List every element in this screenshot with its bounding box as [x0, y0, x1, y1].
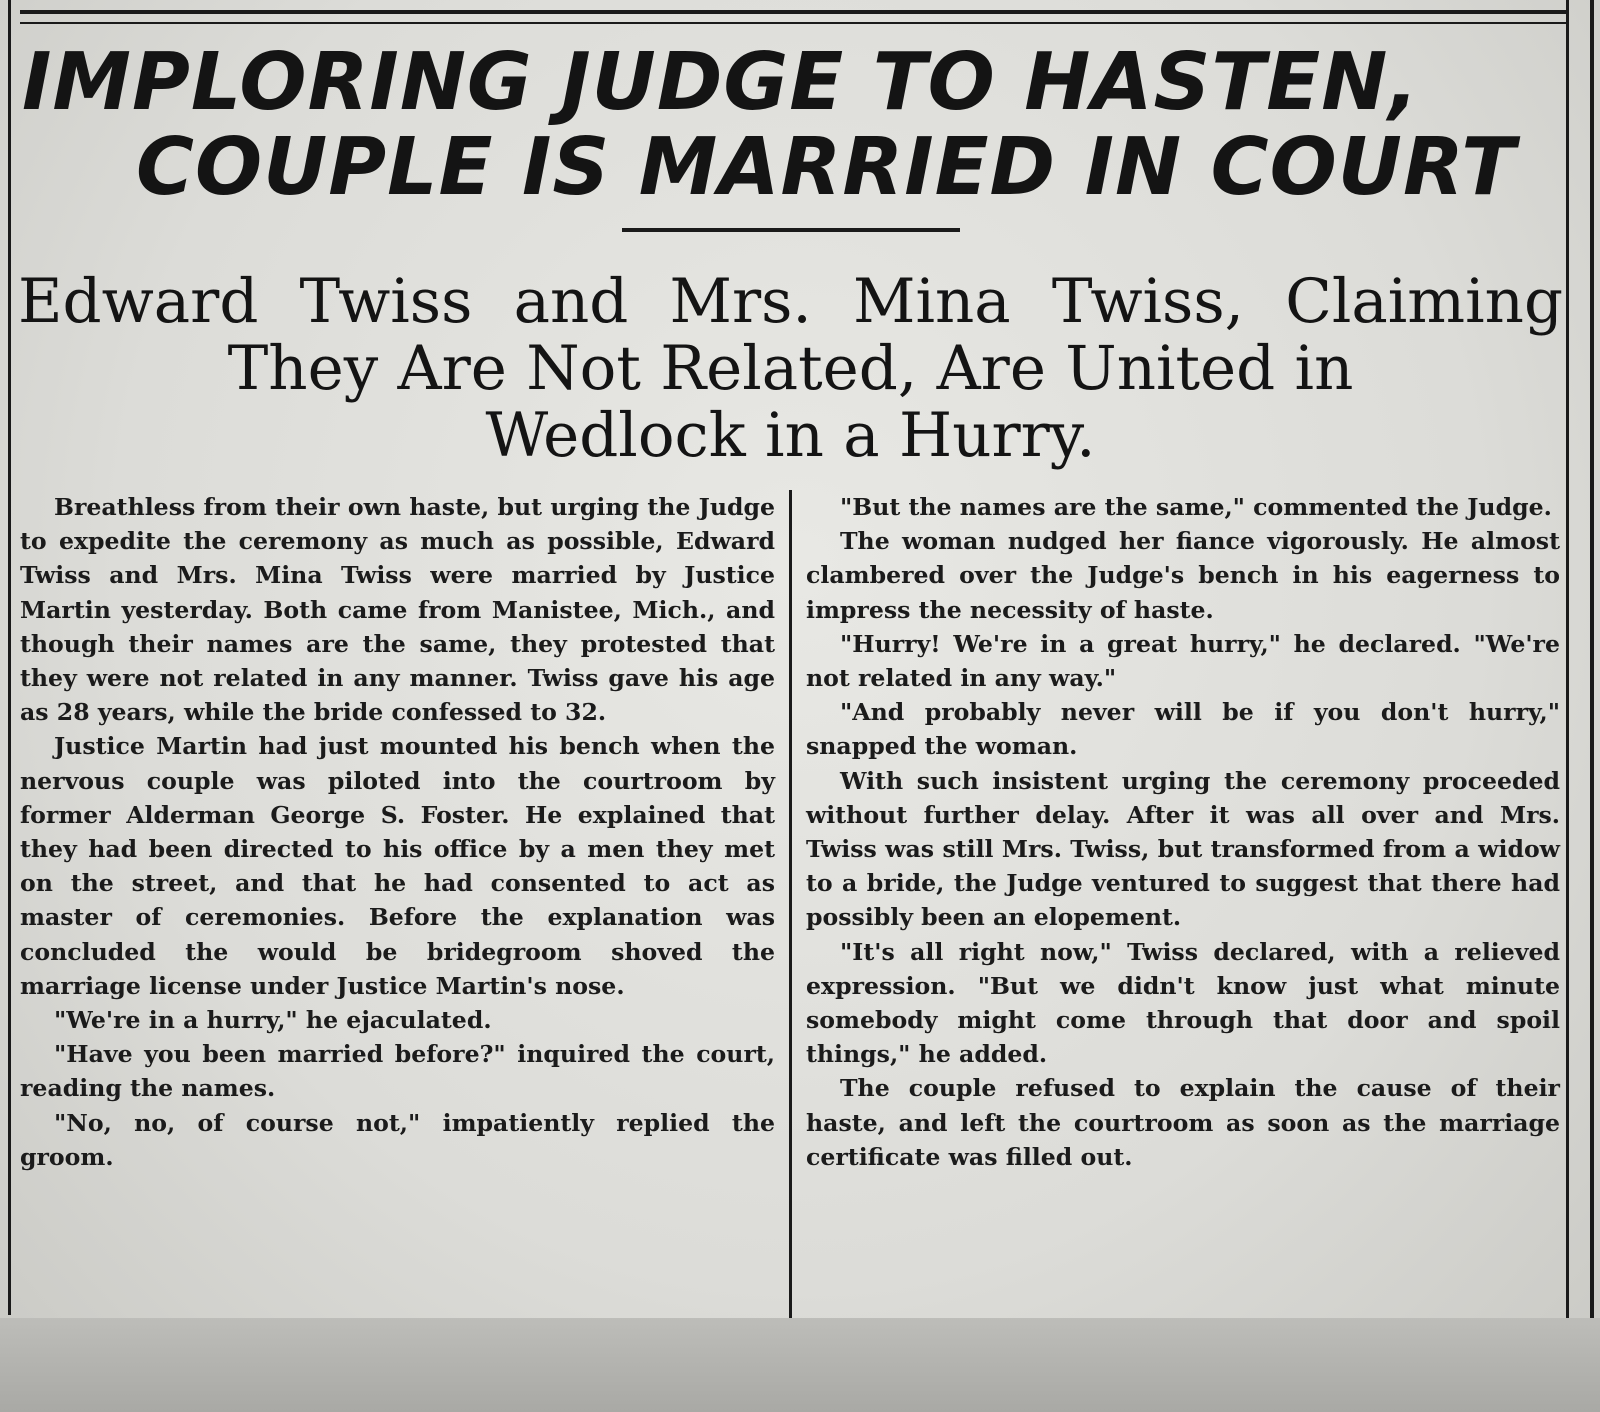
adjacent-column-border [1590, 0, 1594, 1320]
paragraph: Justice Martin had just mounted his bench when the nervous couple was piloted into the courtroom by former Alderman George S. Foster. He explained that they had been directed to his office by a men they met on the street, and that he had consented to act as master of ceremonies. Before the explanation was concluded the would be bridegroom shoved the marriage license under Justice Martin's nose. [20, 732, 775, 1000]
paragraph: The woman nudged her fiance vigorously. He almost clambered over the Judge's bench in his eagerness to impress the necessity of haste. [806, 527, 1560, 624]
paragraph: With such insistent urging the ceremony proceeded without further delay. After it was all over and Mrs. Twiss was still Mrs. Twiss, but transformed from a widow to a bride, the Judge ventured to suggest that there had possibly been an elopement. [806, 766, 1560, 932]
article-column-left [20, 490, 775, 1174]
headline-line-2: COUPLE IS MARRIED IN COURT [136, 121, 1517, 213]
subheadline [18, 268, 1563, 469]
headline [18, 36, 1558, 213]
headline-divider [622, 228, 960, 232]
top-rule-thin [20, 22, 1568, 24]
paragraph: The couple refused to explain the cause of their haste, and left the courtroom as soon as the marriage certificate was filled out. [806, 1074, 1560, 1171]
page-bottom-margin [0, 1318, 1600, 1412]
paragraph: "Have you been married before?" inquired the court, reading the names. [20, 1040, 775, 1103]
top-rule [20, 10, 1568, 14]
article-column-right [806, 490, 1560, 1174]
left-column-border [8, 0, 11, 1315]
column-divider [789, 490, 792, 1340]
paragraph: "Hurry! We're in a great hurry," he declared. "We're not related in any way." [806, 629, 1560, 693]
headline-line-1: IMPLORING JUDGE TO HASTEN, [22, 36, 1420, 128]
subheadline-line-3: Wedlock in a Hurry. [485, 400, 1096, 471]
paragraph: "It's all right now," Twiss declared, with a relieved expression. "But we didn't know just what minute somebody might come through that door and spoil things," he added. [806, 937, 1560, 1069]
paragraph: "And probably never will be if you don't hurry," snapped the woman. [806, 698, 1560, 761]
subheadline-line-1: Edward Twiss and Mrs. Mina Twiss, Claiming [18, 266, 1563, 337]
paragraph: Breathless from their own haste, but urging the Judge to expedite the ceremony as much as possible, Edward Twiss and Mrs. Mina Twiss were married by Justice Martin yesterday. Both came from Manistee, Mich., and though their names are the same, they protested that they were not related in any manner. Twiss gave his age as 28 years, while the bride confessed to 32. [20, 493, 775, 727]
right-column-border [1566, 0, 1569, 1320]
paragraph: "But the names are the same," commented the Judge. [840, 493, 1552, 521]
subheadline-line-2: They Are Not Related, Are United in [227, 333, 1354, 404]
paragraph: "We're in a hurry," he ejaculated. [54, 1006, 492, 1035]
paragraph: "No, no, of course not," impatiently replied the groom. [20, 1108, 775, 1171]
